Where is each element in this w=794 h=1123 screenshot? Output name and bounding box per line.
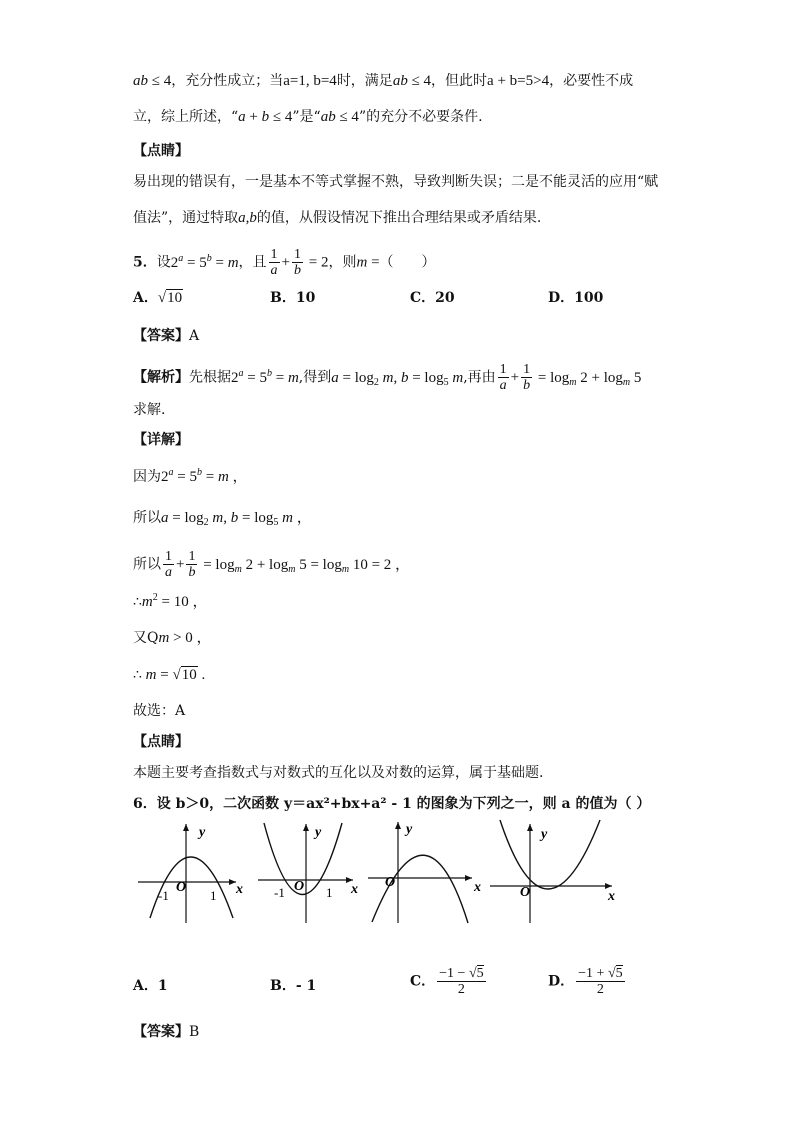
option-value: 10 xyxy=(295,290,316,306)
q5-step-1: 因为$2^a = 5^b = m$ ， xyxy=(133,467,248,485)
q5-detail-label: 【详解】 xyxy=(133,432,189,448)
graph-d xyxy=(490,818,620,932)
notes-heading: 【点睛】 xyxy=(133,143,189,159)
tick-one: 1 xyxy=(210,888,217,903)
notes-line-2 xyxy=(133,208,541,228)
answer-label: 【答案】 xyxy=(133,328,189,344)
question-text: 设 b＞0，二次函数 y＝ax²+bx+a² - 1 的图象为下列之一，则 a 的值为（ ） xyxy=(156,796,651,812)
q5-analysis: 【解析】先根据$2^a = 5^b = m$,得到$a = \log_2 m$, $b = \log_5 m$,再由 $\frac{1}{a}$ + $\frac{1}{b}$ = $\log_m 2 + \log_m 5$ xyxy=(133,362,642,393)
option-value: 20 xyxy=(435,290,455,306)
x-axis-label: x xyxy=(351,882,358,897)
text: 因为 xyxy=(133,469,161,485)
q5-option-b[interactable] xyxy=(270,288,315,308)
continuation-line-2 xyxy=(133,107,483,127)
math-ab-le-4: ab ≤ 4 xyxy=(320,109,359,125)
y-axis-label: y xyxy=(406,822,413,837)
origin-label: O xyxy=(385,875,396,890)
text: 所以 xyxy=(133,510,161,526)
option-value: - 1 xyxy=(295,978,317,994)
math-ab-le-4: ab ≤ 4 xyxy=(392,73,432,89)
graph-c xyxy=(368,818,488,932)
q5-analysis-end: 求解. xyxy=(133,402,166,418)
answer-value: B xyxy=(189,1024,200,1040)
text: 又Q xyxy=(133,630,159,646)
q5-conclusion: 故选：A xyxy=(133,703,186,719)
q5-step-2: 所以$a = \log_2 m$, $b = \log_5 m$ ， xyxy=(133,510,312,528)
answer-value: A xyxy=(189,328,200,344)
graph-a xyxy=(138,818,248,932)
notes-line-1: 易出现的错误有，一是基本不等式掌握不熟，导致判断失误；二是不能灵活的应用“赋 xyxy=(133,174,659,190)
text: 立，综上所述，“ xyxy=(133,109,239,125)
x-axis-label: x xyxy=(236,882,243,897)
option-label: A． xyxy=(133,290,158,306)
option-label: D． xyxy=(548,290,575,306)
continuation-line-1 xyxy=(133,71,633,91)
q6-stem xyxy=(133,794,650,814)
math-a-plus-b-le-4: a + b ≤ 4 xyxy=(238,109,293,125)
text: 先根据 xyxy=(189,369,231,386)
q5-notes-text: 本题主要考查指数式与对数式的互化以及对数的运算，属于基础题. xyxy=(133,765,544,781)
text: ,得到 xyxy=(298,369,332,386)
q5-option-c[interactable] xyxy=(410,288,455,308)
q6-option-b[interactable] xyxy=(270,976,316,996)
text: ”是“ xyxy=(292,109,321,125)
option-label: D． xyxy=(548,973,575,990)
math-ab-le-4: ab ≤ 4 xyxy=(133,73,172,89)
q5-step-5: 又Qm > 0 ， xyxy=(133,630,212,646)
math-equation: $2^a = 5^b = m$ xyxy=(170,252,239,271)
y-axis-label: y xyxy=(541,827,548,842)
tick-one: 1 xyxy=(326,885,333,900)
text: ，但此时 xyxy=(431,73,488,89)
analysis-label: 【解析】 xyxy=(133,369,189,386)
sqrt-expression: √10 xyxy=(157,290,183,306)
text: ，且 xyxy=(238,254,267,271)
q6-option-c[interactable] xyxy=(410,966,488,997)
origin-label: O xyxy=(520,885,531,900)
question-number: 5． xyxy=(133,254,157,271)
x-axis-label: x xyxy=(608,889,615,904)
option-value: 100 xyxy=(574,290,604,306)
y-axis-label: y xyxy=(199,825,206,840)
q5-step-6: ∴ m = √10 . xyxy=(133,667,206,683)
tick-neg-one: -1 xyxy=(158,888,169,903)
fraction: $\frac{-1 - √5}{2}$ xyxy=(439,966,484,997)
text: 设 xyxy=(156,254,171,271)
q6-option-d[interactable] xyxy=(548,966,627,997)
math-assign: a=1, b=4 xyxy=(283,73,337,89)
text: ，则 xyxy=(328,254,357,271)
fraction: $\frac{-1 + √5}{2}$ xyxy=(578,966,623,997)
q5-step-4: $\therefore m^2 = 10$ ， xyxy=(133,592,208,610)
text: ，充分性成立；当 xyxy=(171,73,284,89)
text: ”的充分不必要条件. xyxy=(358,109,483,125)
option-label: B． xyxy=(270,978,296,994)
q5-answer xyxy=(133,326,199,346)
text: ∴ xyxy=(133,667,142,683)
math-sum: a + b=5>4 xyxy=(487,73,550,89)
origin-label: O xyxy=(294,879,305,894)
text: 所以 xyxy=(133,556,161,573)
text: 值法”，通过特取 xyxy=(133,210,239,226)
q5-option-d[interactable] xyxy=(548,288,603,308)
option-label: A． xyxy=(133,978,158,994)
question-number: 6． xyxy=(133,796,157,812)
text: ∴ xyxy=(133,594,142,610)
q5-notes-label: 【点睛】 xyxy=(133,734,189,750)
option-value: 1 xyxy=(157,978,168,994)
q6-answer xyxy=(133,1022,199,1042)
y-axis-label: y xyxy=(315,825,322,840)
fraction: $\frac{1}{a}$ xyxy=(270,247,278,278)
q5-option-a[interactable] xyxy=(133,288,183,308)
answer-label: 【答案】 xyxy=(133,1024,189,1040)
fraction: $\frac{1}{b}$ xyxy=(294,247,301,278)
text: 时，满足 xyxy=(336,73,393,89)
q6-option-a[interactable] xyxy=(133,976,168,996)
q5-stem: 5．设$2^a = 5^b = m$，且 $\frac{1}{a}$ + $\frac{1}{b}$ = 2，则m =（ ） xyxy=(133,247,436,278)
text: ，必要性不成 xyxy=(549,73,634,89)
tick-neg-one: -1 xyxy=(274,885,285,900)
option-label: C． xyxy=(410,290,436,306)
option-label: B． xyxy=(270,290,296,306)
graph-b xyxy=(258,818,368,932)
origin-label: O xyxy=(176,880,187,895)
math-vars: a,b xyxy=(238,210,257,226)
text: ,再由 xyxy=(463,369,496,386)
q5-step-3: 所以 $\frac{1}{a}$ + $\frac{1}{b}$ = $\log_m 2 + \log_m 5 = \log_m 10 = 2$ ， xyxy=(133,549,411,580)
text: （ ） xyxy=(379,254,436,271)
x-axis-label: x xyxy=(474,880,481,895)
text: 的值，从假设情况下推出合理结果或矛盾结果. xyxy=(256,210,542,226)
option-label: C． xyxy=(410,973,436,990)
